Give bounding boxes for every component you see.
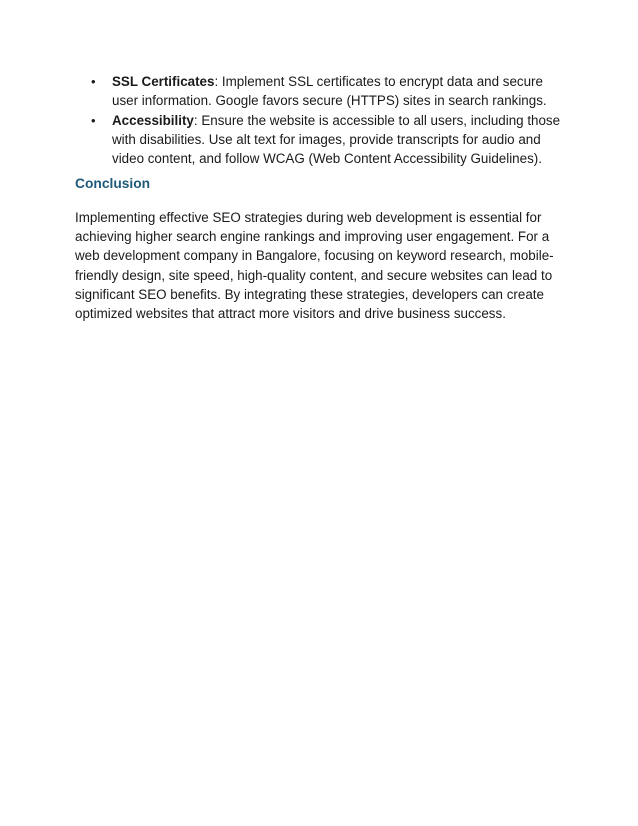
bullet-text: : Ensure the website is accessible to all users, including those with disabilities. Use alt text for images, provide transcripts for audio and video content, and follow WCAG (Web Content Accessibility Guidelines). — [112, 113, 561, 166]
list-item-ssl-certificates — [87, 72, 567, 110]
conclusion-heading: Conclusion — [75, 176, 151, 191]
bullet-icon: • — [91, 113, 96, 128]
bullet-icon: • — [91, 74, 96, 89]
bullet-term: Accessibility — [112, 113, 194, 128]
bullet-text: : Implement SSL certificates to encrypt data and secure user information. Google favors secure (HTTPS) sites in search rankings. — [112, 74, 547, 108]
list-item-accessibility — [87, 111, 567, 168]
conclusion-paragraph: Implementing effective SEO strategies during web development is essential for achieving higher search engine rankings and improving user engagement. For a web development company in Bangalore, focusing on keyword research, mobile-friendly design, site speed, high-quality content, and secure websites can lead to significant SEO benefits. By integrating these strategies, developers can create optimized websites that attract more visitors and drive business success. — [75, 210, 554, 322]
bullet-list — [87, 72, 567, 169]
bullet-term: SSL Certificates — [112, 74, 215, 89]
